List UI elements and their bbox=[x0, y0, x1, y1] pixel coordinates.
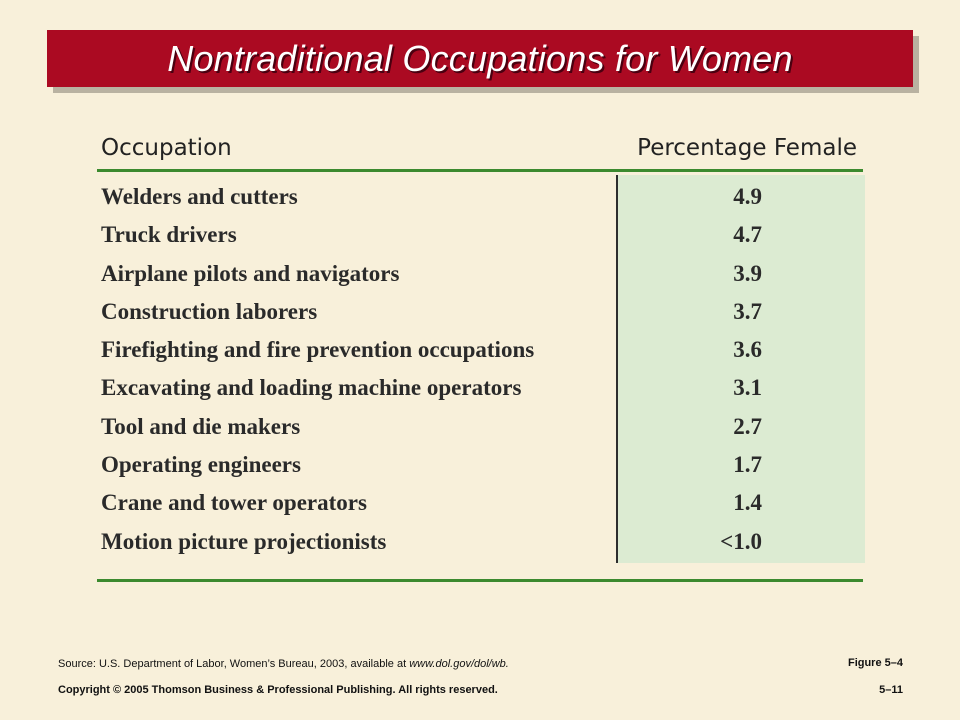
percentage-cell: 4.9 bbox=[733, 184, 762, 209]
table-row bbox=[97, 486, 863, 524]
occupation-cell: Welders and cutters bbox=[101, 184, 298, 209]
table-row bbox=[97, 295, 863, 333]
table-row bbox=[97, 257, 863, 295]
table-row bbox=[97, 525, 863, 563]
table-row bbox=[97, 218, 863, 256]
source-note bbox=[58, 658, 509, 670]
table-row bbox=[97, 410, 863, 448]
percentage-cell: 4.7 bbox=[733, 222, 762, 248]
occupation-cell: Airplane pilots and navigators bbox=[101, 260, 400, 286]
header-percentage-female: Percentage Female bbox=[637, 135, 857, 161]
table-row bbox=[97, 371, 863, 409]
occupation-cell: Firefighting and fire prevention occupations bbox=[101, 337, 535, 363]
percentage-cell: 3.7 bbox=[733, 298, 762, 324]
percentage-cell: <1.0 bbox=[720, 528, 762, 554]
table-row bbox=[97, 448, 863, 486]
table-header bbox=[97, 128, 863, 169]
percentage-cell: 3.6 bbox=[733, 337, 762, 363]
figure-label: Figure 5–4 bbox=[847, 657, 903, 669]
occupation-cell: Excavating and loading machine operators bbox=[101, 375, 522, 401]
table-top-rule bbox=[97, 169, 863, 172]
source-text: Source: U.S. Department of Labor, Women’s Bureau, 2003, available at bbox=[58, 658, 410, 670]
percentage-cell: 1.4 bbox=[733, 490, 762, 516]
header-occupation: Occupation bbox=[101, 135, 232, 161]
table-row bbox=[97, 180, 863, 218]
occupation-cell: Crane and tower operators bbox=[101, 490, 367, 516]
title-bar bbox=[47, 30, 913, 87]
percentage-cell: 1.7 bbox=[733, 452, 762, 478]
percentage-cell: 3.9 bbox=[733, 260, 762, 286]
page-number: 5–11 bbox=[879, 684, 903, 696]
occupation-cell: Truck drivers bbox=[101, 222, 237, 248]
table-bottom-rule bbox=[97, 579, 863, 582]
table-row bbox=[97, 333, 863, 371]
occupation-cell: Tool and die makers bbox=[101, 413, 301, 439]
copyright-notice: Copyright © 2005 Thomson Business & Professional Publishing. All rights reserved. bbox=[58, 684, 498, 696]
percentage-cell: 2.7 bbox=[733, 413, 762, 439]
percentage-cell: 3.1 bbox=[733, 375, 762, 401]
slide-title: Nontraditional Occupations for Women bbox=[167, 37, 793, 79]
occupation-cell: Motion picture projectionists bbox=[101, 528, 387, 554]
occupation-cell: Operating engineers bbox=[101, 452, 301, 478]
table-body bbox=[97, 180, 863, 563]
source-url: www.dol.gov/dol/wb. bbox=[409, 658, 509, 670]
occupation-cell: Construction laborers bbox=[101, 298, 318, 324]
